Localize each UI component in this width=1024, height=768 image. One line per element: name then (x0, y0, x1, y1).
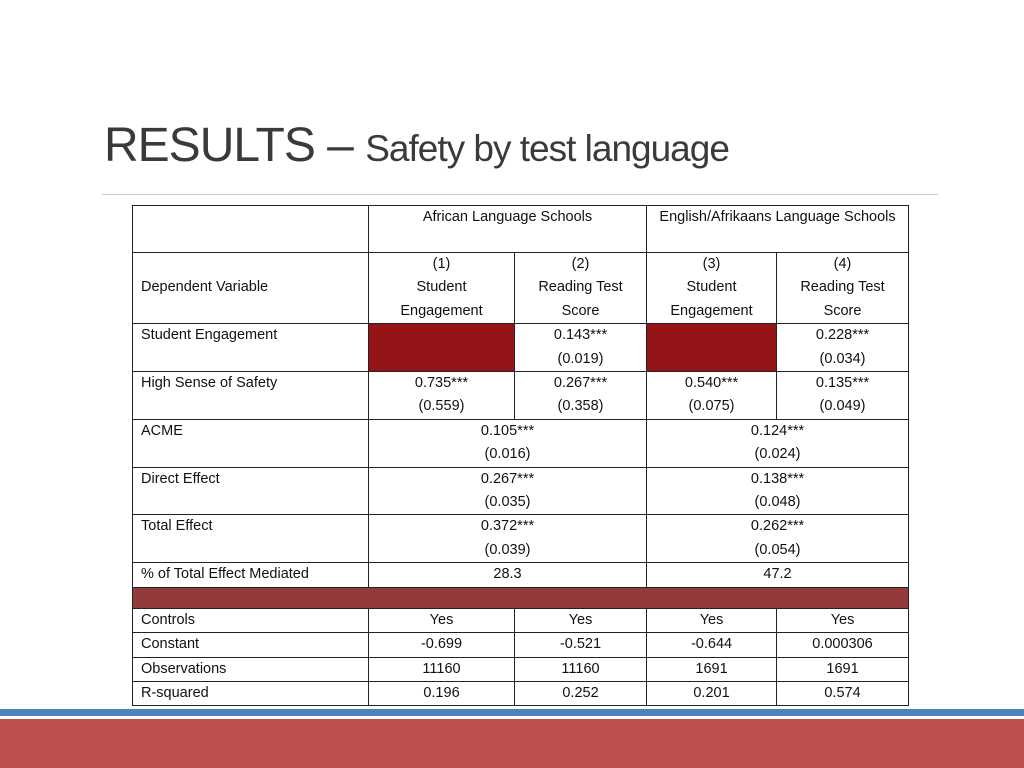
table-cell: 0.228*** (0.034) (777, 324, 909, 372)
table-cell: -0.644 (647, 633, 777, 657)
row-label: Student Engagement (133, 324, 369, 372)
slide-title (104, 118, 729, 173)
row-label: Controls (133, 608, 369, 632)
row-label: Constant (133, 633, 369, 657)
table-cell: Yes (369, 608, 515, 632)
table-cell: 0.138*** (0.048) (647, 467, 909, 515)
dependent-variable-label: Dependent Variable (133, 253, 369, 324)
slide-title-main: RESULTS – (104, 119, 366, 172)
column-header-4: (4) Reading Test Score (777, 253, 909, 324)
table-cell: 28.3 (369, 563, 647, 587)
footer-red-bar (0, 719, 1024, 768)
group-header-row (133, 206, 909, 253)
table-row-direct-effect (133, 467, 909, 515)
slide-title-sub: Safety by test language (365, 128, 729, 169)
separator-band (133, 587, 909, 608)
table-row-high-sense-of-safety (133, 372, 909, 420)
table-cell: 0.540*** (0.075) (647, 372, 777, 420)
table-cell: 47.2 (647, 563, 909, 587)
table-cell: 0.196 (369, 681, 515, 705)
row-label: R-squared (133, 681, 369, 705)
header-empty-cell (133, 206, 369, 253)
row-label: Total Effect (133, 515, 369, 563)
highlight-cell (369, 324, 515, 372)
table-row-controls (133, 608, 909, 632)
table-cell: 0.267*** (0.035) (369, 467, 647, 515)
table-cell: 0.124*** (0.024) (647, 419, 909, 467)
table-cell: 0.574 (777, 681, 909, 705)
separator-row (133, 587, 909, 608)
row-label: % of Total Effect Mediated (133, 563, 369, 587)
table-cell: 11160 (369, 657, 515, 681)
table-cell: 0.143*** (0.019) (515, 324, 647, 372)
column-header-2: (2) Reading Test Score (515, 253, 647, 324)
column-header-1: (1) Student Engagement (369, 253, 515, 324)
column-header-row (133, 253, 909, 324)
row-label: Observations (133, 657, 369, 681)
table-cell: 0.000306 (777, 633, 909, 657)
table-cell: 1691 (777, 657, 909, 681)
row-label: Direct Effect (133, 467, 369, 515)
table-cell: 0.262*** (0.054) (647, 515, 909, 563)
table-cell: Yes (515, 608, 647, 632)
table-cell: 0.252 (515, 681, 647, 705)
table-cell: 0.735*** (0.559) (369, 372, 515, 420)
row-label: High Sense of Safety (133, 372, 369, 420)
table-cell: -0.699 (369, 633, 515, 657)
results-table (132, 205, 909, 706)
table-row-r-squared (133, 681, 909, 705)
table-row-total-effect (133, 515, 909, 563)
table-cell: 11160 (515, 657, 647, 681)
table-cell: 0.135*** (0.049) (777, 372, 909, 420)
table-cell: Yes (777, 608, 909, 632)
title-divider (102, 194, 938, 195)
table-cell: 0.372*** (0.039) (369, 515, 647, 563)
table-cell: 0.105*** (0.016) (369, 419, 647, 467)
table-row-observations (133, 657, 909, 681)
table-cell: -0.521 (515, 633, 647, 657)
column-header-3: (3) Student Engagement (647, 253, 777, 324)
table-row-student-engagement (133, 324, 909, 372)
highlight-cell (647, 324, 777, 372)
table-cell: 0.267*** (0.358) (515, 372, 647, 420)
footer-blue-bar (0, 709, 1024, 716)
table-row-constant (133, 633, 909, 657)
table-row-percent-mediated (133, 563, 909, 587)
group-header-african: African Language Schools (369, 206, 647, 253)
table-cell: 0.201 (647, 681, 777, 705)
table-cell: Yes (647, 608, 777, 632)
row-label: ACME (133, 419, 369, 467)
table-row-acme (133, 419, 909, 467)
table-cell: 1691 (647, 657, 777, 681)
group-header-english-afrikaans: English/Afrikaans Language Schools (647, 206, 909, 253)
